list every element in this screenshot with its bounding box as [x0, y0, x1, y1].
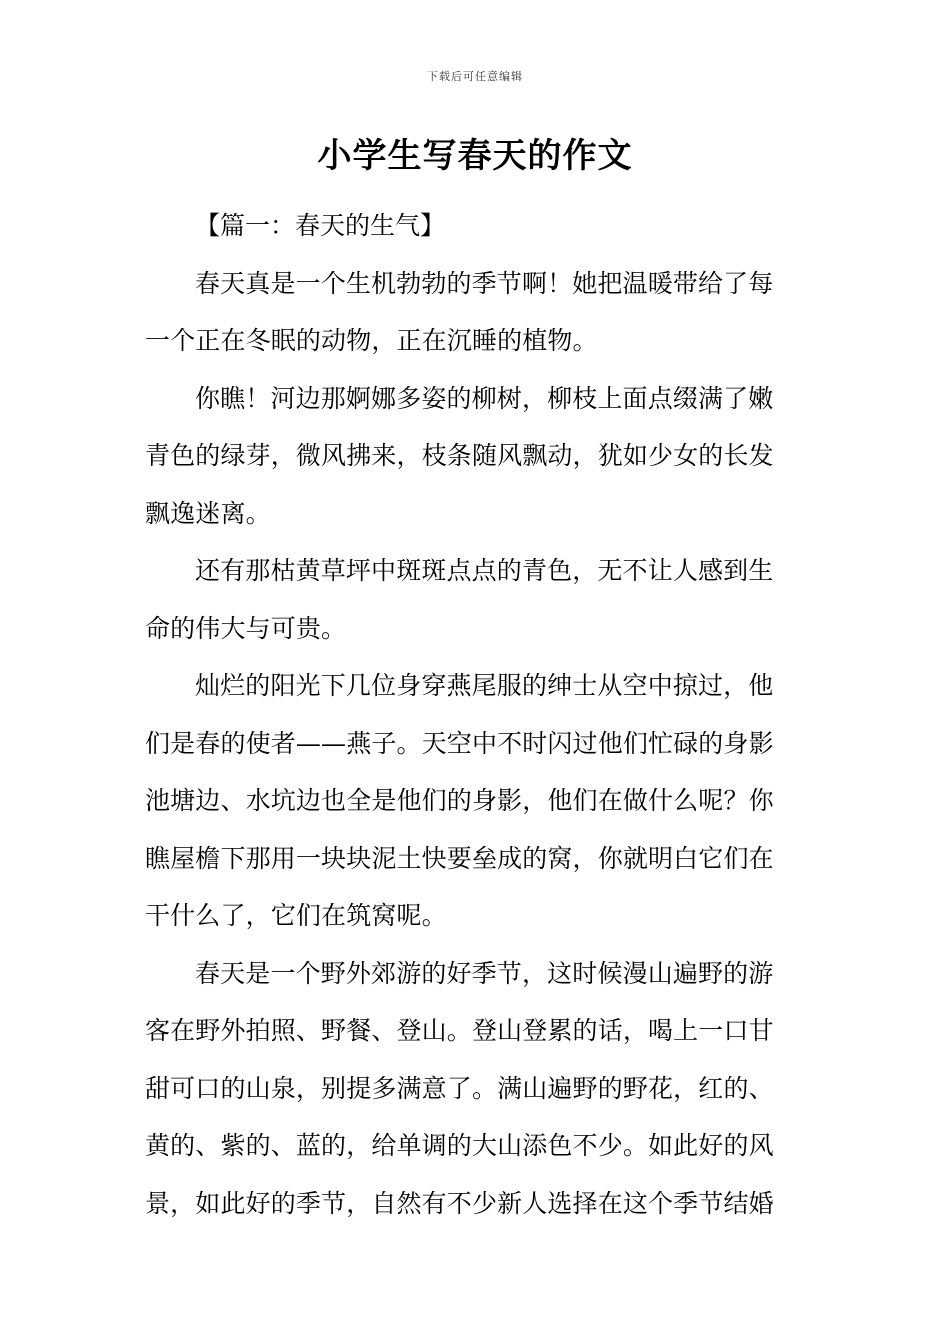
text-line: 春天真是一个生机勃勃的季节啊！她把温暖带给了每 — [195, 268, 774, 298]
text-line: 飘逸迷离。 — [145, 498, 271, 528]
text-line: 你瞧！河边那婀娜多姿的柳树，柳枝上面点缀满了嫩 — [195, 383, 774, 413]
text-line: 一个正在冬眠的动物，正在沉睡的植物。 — [145, 326, 598, 355]
text-line: 们是春的使者——燕子。天空中不时闪过他们忙碌的身影 — [145, 728, 774, 758]
text-line: 黄的、紫的、蓝的，给单调的大山添色不少。如此好的风 — [145, 1131, 774, 1160]
paragraph-2 — [145, 370, 807, 543]
paragraph-3 — [145, 542, 807, 657]
header-note: 下载后可任意编辑 — [427, 70, 523, 83]
text-line: 青色的绿芽，微风拂来，枝条随风飘动，犹如少女的长发 — [145, 441, 774, 470]
essay-body — [145, 197, 807, 1232]
text-line: 池塘边、水坑边也全是他们的身影，他们在做什么呢？你 — [145, 786, 774, 815]
text-line: 客在野外拍照、野餐、登山。登山登累的话，喝上一口甘 — [145, 1016, 774, 1045]
text-line: 春天是一个野外郊游的好季节，这时候漫山遍野的游 — [195, 958, 774, 988]
paragraph-4 — [145, 657, 807, 945]
paragraph-1 — [145, 255, 807, 370]
document-title: 小学生写春天的作文 — [317, 136, 633, 176]
text-line: 景，如此好的季节，自然有不少新人选择在这个季节结婚 — [145, 1188, 774, 1218]
text-line: 干什么了，它们在筑窝呢。 — [145, 901, 447, 930]
section-heading: 【篇一：春天的生气】 — [195, 211, 446, 240]
text-line: 灿烂的阳光下几位身穿燕尾服的绅士从空中掠过，他 — [195, 671, 774, 700]
paragraph-5 — [145, 945, 807, 1233]
text-line: 甜可口的山泉，别提多满意了。满山遍野的野花，红的、 — [145, 1073, 774, 1103]
text-line: 还有那枯黄草坪中斑斑点点的青色，无不让人感到生 — [195, 556, 774, 585]
text-line: 瞧屋檐下那用一块块泥土快要垒成的窝，你就明白它们在 — [145, 843, 774, 873]
text-line: 命的伟大与可贵。 — [145, 613, 347, 643]
